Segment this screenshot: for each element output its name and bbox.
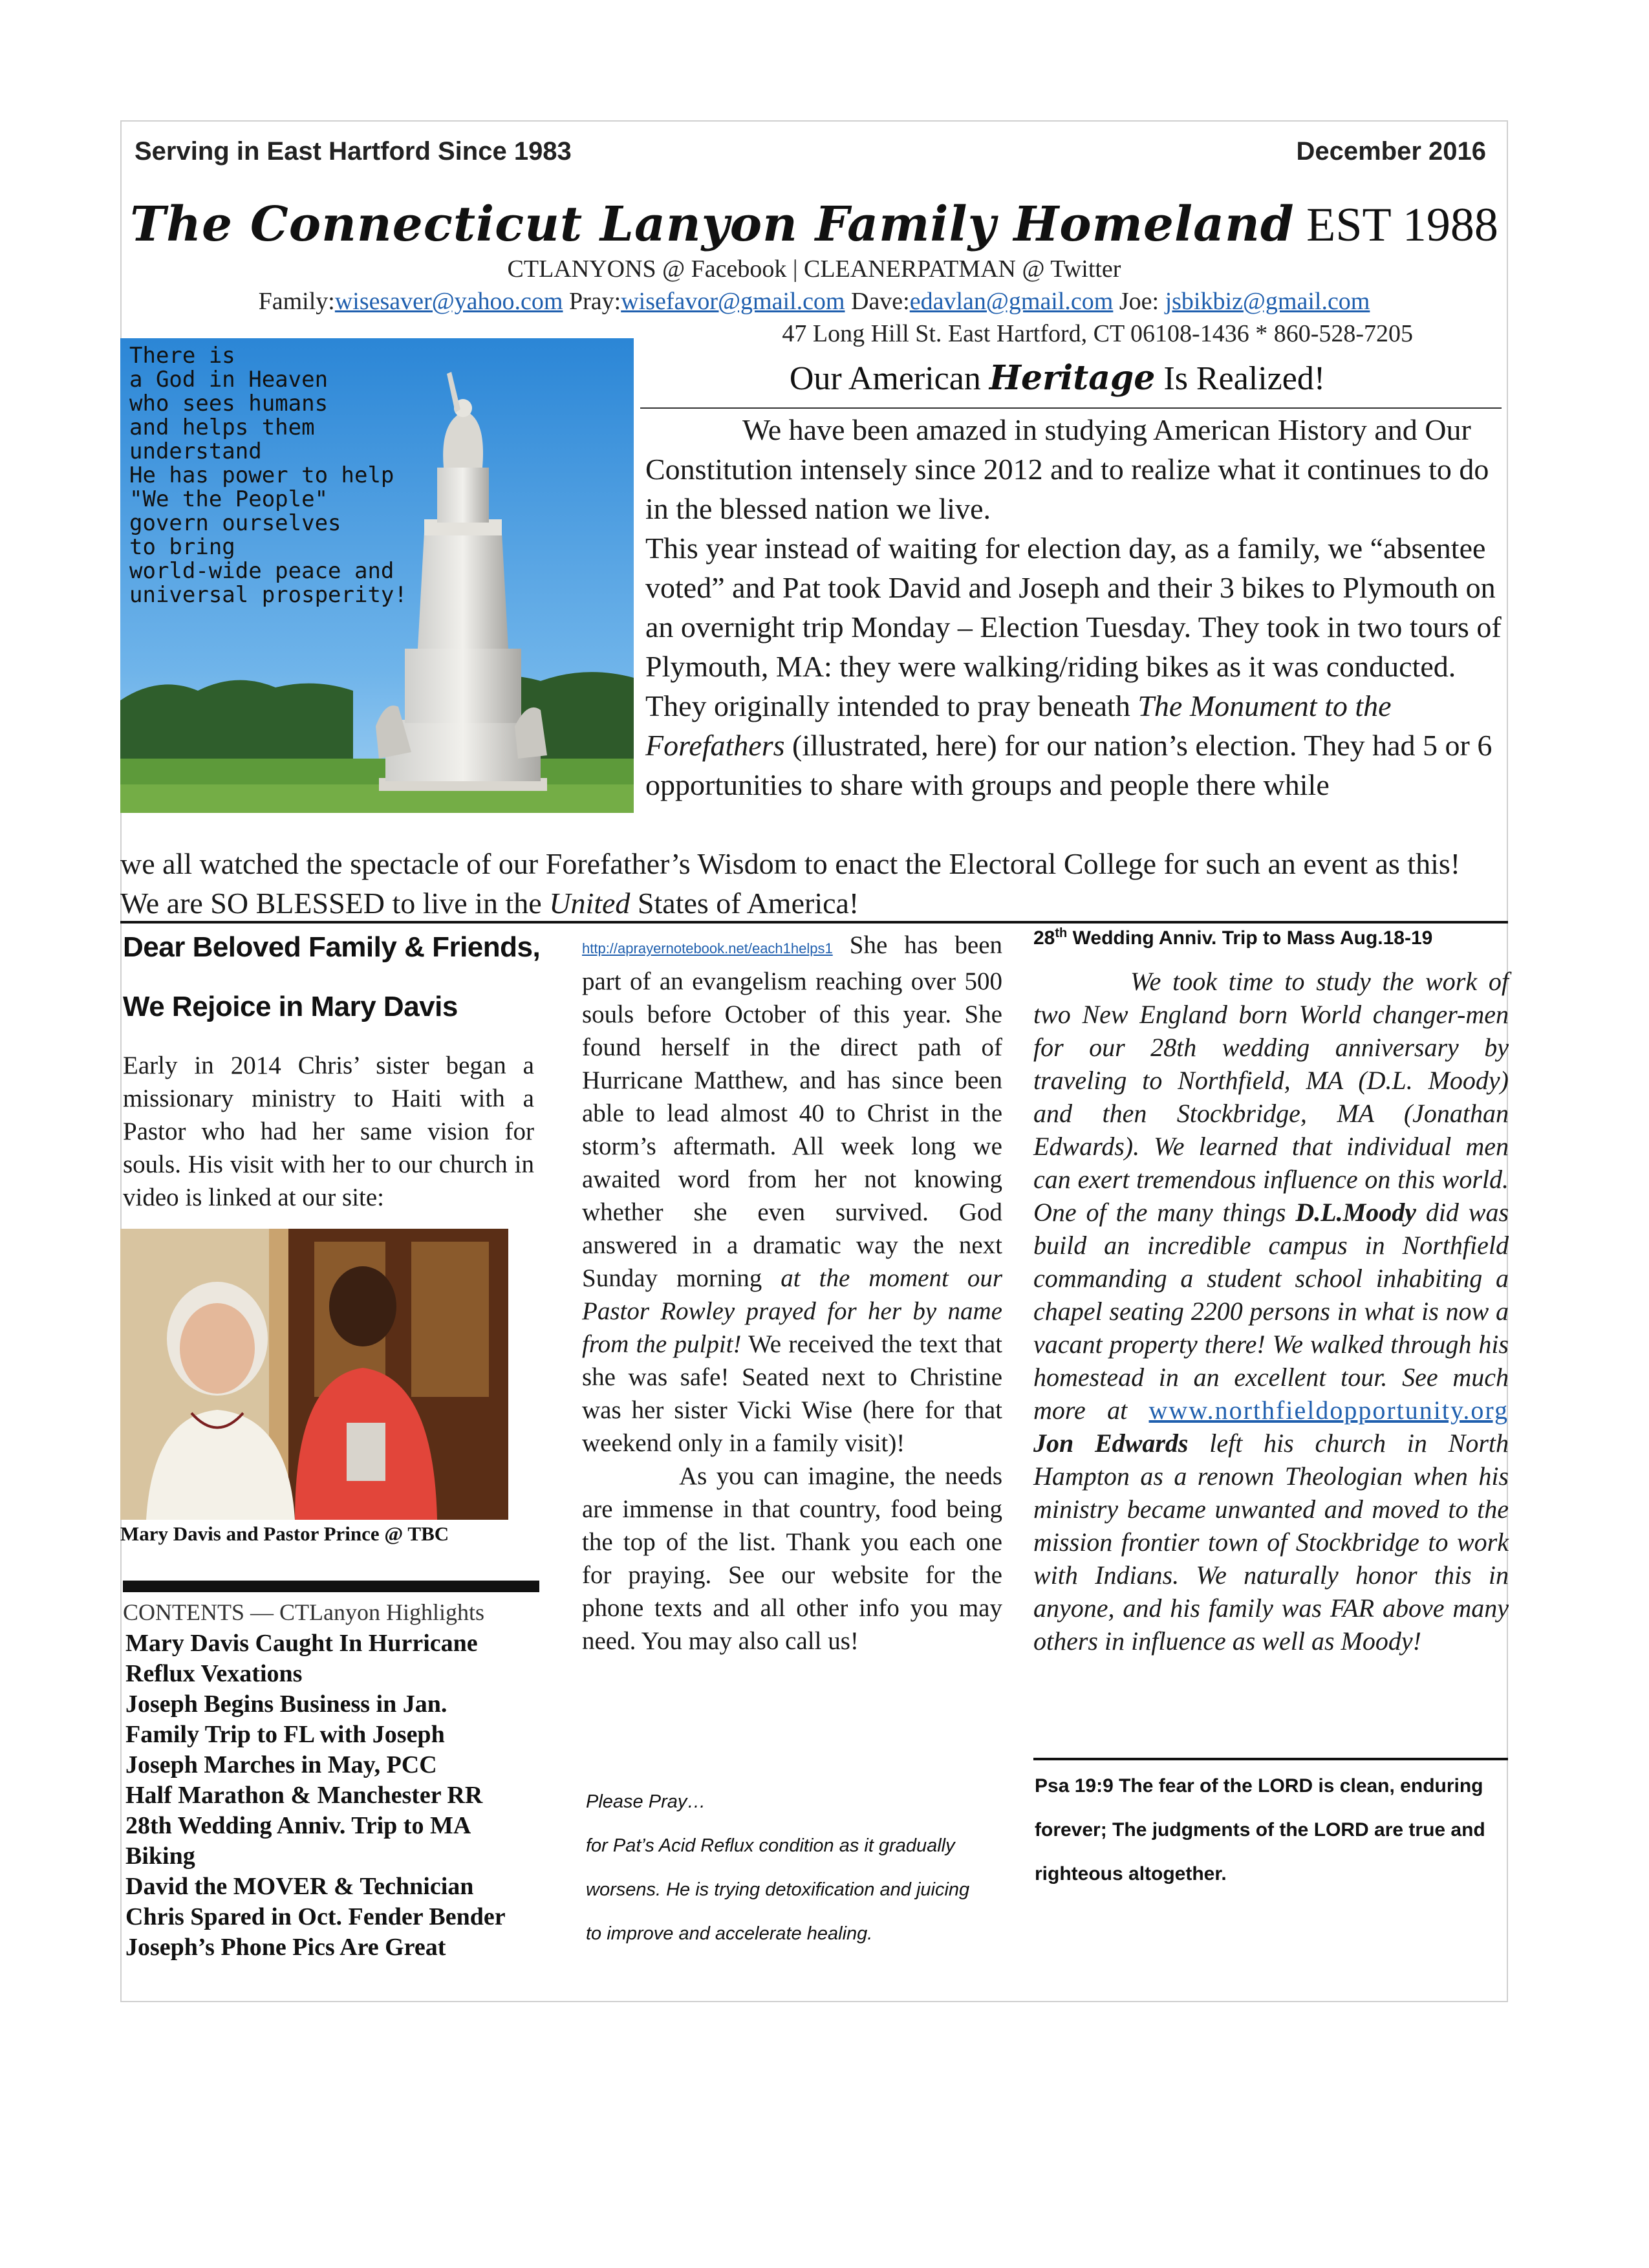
contents-item: Half Marathon & Manchester RR	[125, 1782, 483, 1809]
psalm-rule	[1033, 1758, 1508, 1760]
prayer-request-line: to improve and accelerate healing.	[586, 1923, 873, 1944]
northfield-link[interactable]: www.northfieldopportunity.org	[1148, 1396, 1509, 1425]
prayer-request-title: Please Pray…	[586, 1791, 706, 1812]
lead-paragraph-3	[120, 844, 1504, 923]
prayer-notebook-link[interactable]: http://aprayernotebook.net/each1helps1	[582, 940, 833, 956]
contents-divider	[123, 1581, 539, 1592]
contents-item: 28th Wedding Anniv. Trip to MA	[125, 1812, 471, 1839]
social-handles: CTLANYONS @ Facebook | CLEANERPATMAN @ Twitter	[507, 255, 1121, 283]
contents-item: Chris Spared in Oct. Fender Bender	[125, 1903, 506, 1930]
contents-item: Joseph’s Phone Pics Are Great	[125, 1934, 446, 1961]
lead-p3-united: United	[549, 887, 630, 920]
pray-email-link[interactable]: wisefavor@gmail.com	[621, 288, 845, 315]
anniversary-heading	[1033, 926, 1432, 949]
mary-davis-intro: Early in 2014 Chris’ sister began a missionary ministry to Haiti with a Pastor who had her same vision for souls. His visit with her to our church in video is linked at our site:	[123, 1052, 534, 1211]
mary-davis-heading: We Rejoice in Mary Davis	[123, 991, 458, 1022]
anniversary-suffix: th	[1055, 926, 1068, 940]
family-label: Family:	[258, 288, 335, 315]
lead-headline	[640, 358, 1474, 398]
lead-paragraph-1: We have been amazed in studying American History and Our Constitution intensely since 2012 and to realize what it continues to do in the blessed nation we live.	[645, 413, 1489, 525]
greeting-heading: Dear Beloved Family & Friends,	[123, 931, 541, 963]
contents-item: Reflux Vexations	[125, 1660, 303, 1687]
contents-item: Mary Davis Caught In Hurricane	[125, 1630, 478, 1657]
serving-since: Serving in East Hartford Since 1983	[135, 137, 572, 166]
mary-davis-story	[582, 929, 1002, 1658]
psalm-verse: Psa 19:9 The fear of the LORD is clean, enduring forever; The judgments of the LORD are true and righteous altogether.	[1035, 1775, 1485, 1885]
anniversary-text-a: We took time to study the work of two New England born World changer-men for our 28th wedding anniversary by traveling to Northfield, MA (D.L. Moody) and then Stockbridge, MA (Jonathan Edwards). We learned that individual men can exert tremendous influence on this world. One of the many things	[1033, 967, 1509, 1227]
lead-p3-text-b: States of America!	[637, 887, 859, 920]
anniversary-title-text: Wedding Anniv. Trip to Mass Aug.18-19	[1072, 927, 1433, 949]
dave-email-link[interactable]: edavlan@gmail.com	[909, 288, 1114, 315]
story-paragraph-2: As you can imagine, the needs are immense in that country, food being the top of the list. Thank you each one for praying. See our website for the phone texts and all other info you may need. You may also call us!	[582, 1462, 1002, 1655]
lead-p3-text-a: we all watched the spectacle of our Forefather’s Wisdom to enact the Electoral College for such an event as this! We are SO BLESSED to live in the	[120, 847, 1461, 920]
headline-rule	[640, 407, 1502, 409]
contents-list	[125, 1628, 506, 1963]
headline-heritage: Heritage	[989, 358, 1156, 398]
edwards-name: Jon Edwards	[1033, 1429, 1189, 1458]
lead-paragraph-2	[645, 528, 1505, 805]
joe-email-link[interactable]: jsbikbiz@gmail.com	[1165, 288, 1370, 315]
prayer-request-line: worsens. He is trying detoxification and juicing	[586, 1879, 970, 1900]
contents-item: Biking	[125, 1842, 195, 1870]
anniversary-text-b: did was build an incredible campus in Northfield commanding a student school inhabiting a chapel seating 2200 persons in what is now a vacant property there! We walked through his homestead in an excellent tour. See much more at	[1033, 1198, 1509, 1425]
issue-date: December 2016	[1296, 137, 1486, 166]
pray-label: Pray:	[568, 288, 621, 315]
mailing-address: 47 Long Hill St. East Hartford, CT 06108-1436 * 860-528-7205	[782, 320, 1413, 347]
prayer-request-line: for Pat’s Acid Reflux condition as it gradually	[586, 1835, 955, 1856]
contents-item: Joseph Begins Business in Jan.	[125, 1690, 447, 1718]
anniversary-number: 28	[1033, 927, 1055, 949]
masthead-name: The Connecticut Lanyon Family Homeland	[130, 197, 1295, 252]
headline-post: Is Realized!	[1163, 360, 1326, 397]
column3-rule	[1032, 921, 1504, 922]
lead-p2-text-a: This year instead of waiting for election day, as a family, we “absentee voted” and Pat took David and Joseph and their 3 bikes to Plymouth on an overnight trip Monday – Election Tuesday. They took in two tours of Plymouth, MA: they were walking/riding bikes as it was conducted. They originally intended to pray beneath	[645, 532, 1502, 722]
monument-photo-caption: There is a God in Heaven who sees humans and helps them understand He has power to help "We the People" govern ourselves to bring world-wide peace and universal prosperity!	[129, 343, 407, 608]
anniversary-text-c: left his church in North Hampton as a renown Theologian when his ministry became unwanted and moved to the mission frontier town of Stockbridge to work with Indians. We naturally honor this in anyone, and his family was FAR above many others in influence as well as Moody!	[1033, 1429, 1509, 1656]
contents-item: Family Trip to FL with Joseph	[125, 1721, 445, 1748]
story-p1-text-b: We received the text that she was safe! Seated next to Christine was her sister Vicki Wise (here for that weekend only in a family visit)!	[582, 1330, 1003, 1457]
anniversary-story	[1033, 965, 1509, 1658]
lead-p2-text-b: (illustrated, here) for our nation’s election. They had 5 or 6 opportunities to share with groups and people there while	[645, 729, 1493, 801]
masthead-title	[120, 197, 1508, 253]
moody-name: D.L.Moody	[1295, 1198, 1416, 1227]
family-email-link[interactable]: wisesaver@yahoo.com	[334, 288, 563, 315]
masthead-established: EST 1988	[1306, 199, 1498, 252]
mary-davis-photo	[120, 1229, 508, 1520]
portrait-illustration	[120, 1229, 508, 1520]
contents-item: Joseph Marches in May, PCC	[125, 1751, 437, 1778]
headline-pre: Our American	[789, 360, 981, 397]
mary-davis-photo-caption: Mary Davis and Pastor Prince @ TBC	[120, 1522, 449, 1545]
dave-label: Dave:	[851, 288, 910, 315]
contact-emails	[120, 287, 1508, 316]
contents-item: David the MOVER & Technician	[125, 1873, 474, 1900]
lead-p2-monument-title: The Monument to the Forefathers	[645, 689, 1392, 762]
prayer-request	[586, 1780, 1013, 1956]
joe-label: Joe:	[1119, 288, 1159, 315]
contents-title: CONTENTS — CTLanyon Highlights	[123, 1599, 484, 1625]
story-p1-text-a: She has been part of an evangelism reaching over 500 souls before October of this year. She found herself in the direct path of Hurricane Matthew, and has since been able to lead almost 40 to Christ in the storm’s aftermath. All week long we awaited word from her not knowing whether she even survived. God answered in a dramatic way the next Sunday morning	[582, 931, 1003, 1292]
story-paragraph-1	[582, 929, 1002, 1460]
story-p1-italic: at the moment our Pastor Rowley prayed for her by name from the pulpit!	[582, 1264, 1002, 1358]
